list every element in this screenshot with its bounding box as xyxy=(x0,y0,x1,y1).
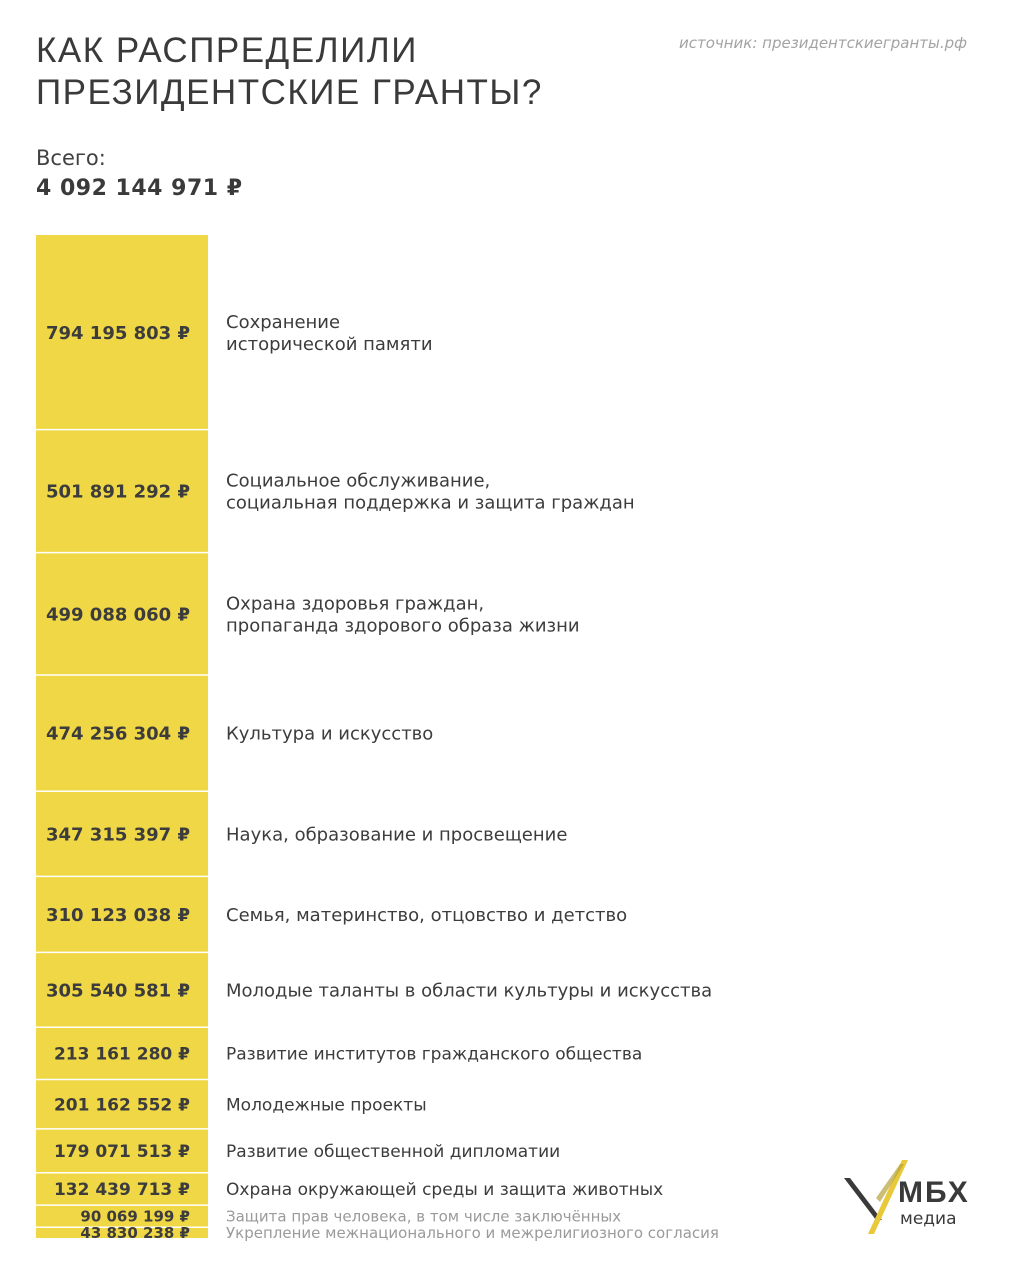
total-label: Всего: xyxy=(36,146,106,170)
value-label: 132 439 713 ₽ xyxy=(53,1180,190,1201)
category-label: пропаганда здорового образа жизни xyxy=(226,615,580,637)
category-label: Культура и искусство xyxy=(226,723,434,745)
value-label: 499 088 060 ₽ xyxy=(45,604,190,626)
mbh-media-logo xyxy=(840,1158,980,1238)
value-label: 43 830 238 ₽ xyxy=(80,1224,190,1243)
category-label: исторической памяти xyxy=(226,333,433,355)
value-label: 179 071 513 ₽ xyxy=(53,1141,190,1162)
title-line-2: ПРЕЗИДЕНТСКИЕ ГРАНТЫ? xyxy=(36,73,543,112)
category-label: Социальное обслуживание, xyxy=(226,470,491,492)
category-label: Семья, материнство, отцовство и детство xyxy=(226,904,628,926)
source-note: источник: президентскиегранты.рф xyxy=(678,34,967,52)
value-label: 794 195 803 ₽ xyxy=(45,322,190,344)
value-label: 501 891 292 ₽ xyxy=(45,481,190,503)
category-label: Охрана окружающей среды и защита животных xyxy=(226,1180,664,1201)
category-label: социальная поддержка и защита граждан xyxy=(226,492,635,514)
value-label: 305 540 581 ₽ xyxy=(45,980,190,1002)
category-label: Развитие институтов гражданского общества xyxy=(226,1044,643,1065)
category-label: Молодые таланты в области культуры и искусства xyxy=(226,980,713,1002)
value-label: 310 123 038 ₽ xyxy=(45,904,190,926)
value-label: 347 315 397 ₽ xyxy=(45,824,190,846)
category-label: Защита прав человека, в том числе заключённых xyxy=(226,1207,622,1226)
value-label: 213 161 280 ₽ xyxy=(53,1044,190,1065)
category-label: Молодежные проекты xyxy=(226,1095,427,1116)
category-label: Сохранение xyxy=(226,311,341,333)
logo-word: МБХ xyxy=(898,1176,970,1209)
title-line-1: КАК РАСПРЕДЕЛИЛИ xyxy=(36,31,418,70)
logo-sub: медиа xyxy=(900,1209,957,1229)
value-label: 90 069 199 ₽ xyxy=(80,1207,190,1226)
category-label: Охрана здоровья граждан, xyxy=(226,593,485,615)
value-label: 201 162 552 ₽ xyxy=(53,1095,190,1116)
value-label: 474 256 304 ₽ xyxy=(45,723,190,745)
category-label: Развитие общественной дипломатии xyxy=(226,1141,561,1162)
category-label: Наука, образование и просвещение xyxy=(226,824,568,846)
total-value: 4 092 144 971 ₽ xyxy=(36,176,243,201)
category-label: Укрепление межнационального и межрелигиозного согласия xyxy=(226,1224,719,1243)
